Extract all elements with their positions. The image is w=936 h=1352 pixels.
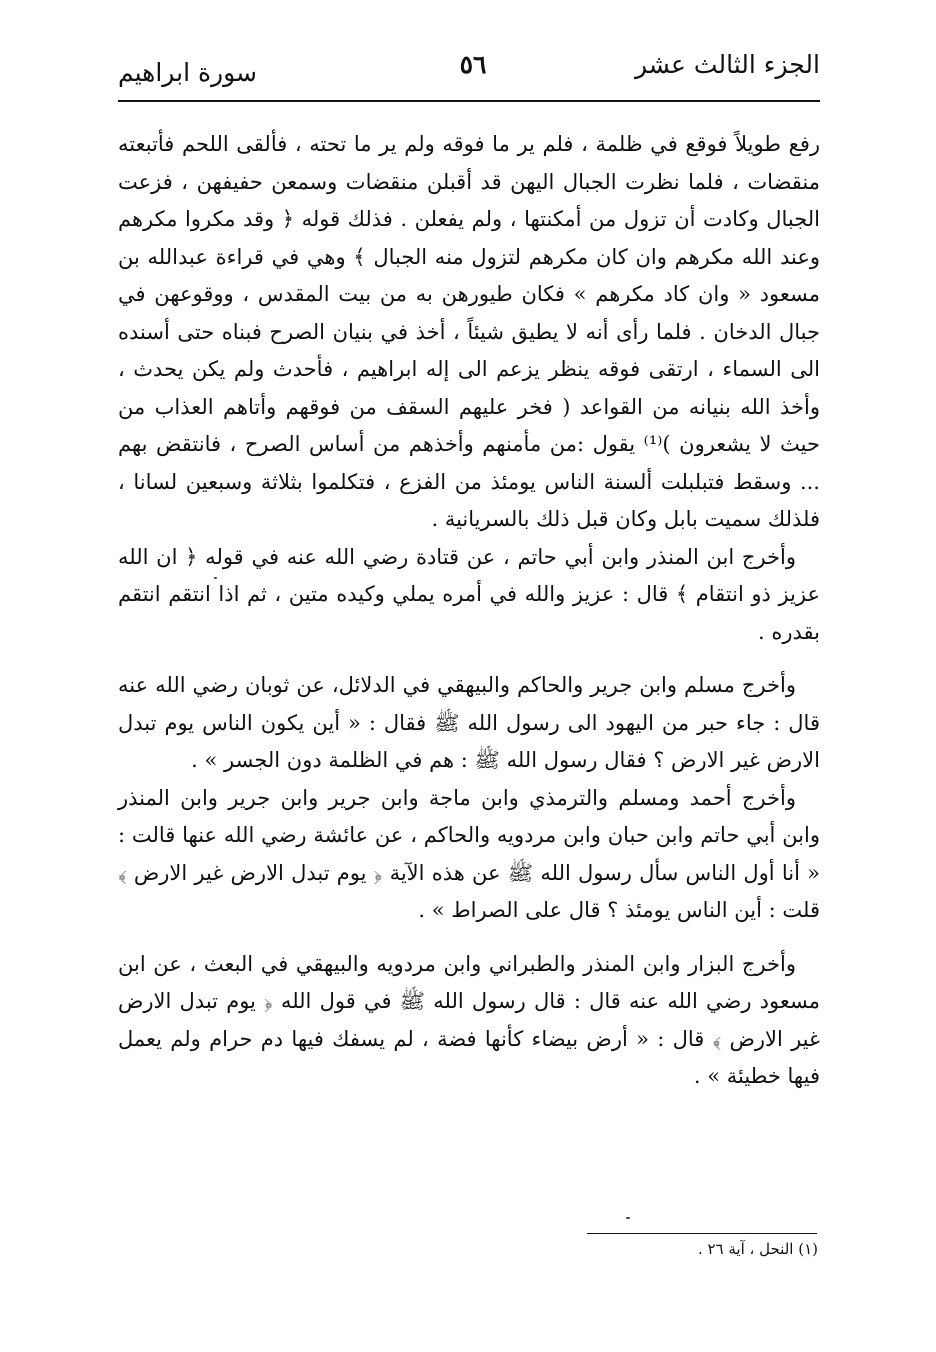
- part-title: الجزء الثالث عشر: [634, 50, 820, 79]
- main-text: [118, 126, 820, 1096]
- page-number: ٥٦: [459, 50, 487, 79]
- page-header: [118, 44, 820, 92]
- surah-title: سورة ابراهيم: [118, 58, 257, 87]
- paragraph: وأخرج مسلم وابن جرير والحاكم والبيهقي في الدلائل، عن ثوبان رضي الله عنه قال : جاء حبر من اليهود الى رسول الله ﷺ فقال : « أين يكون الناس يوم تبدل الارض غير الارض ؟ فقال رسول الله ﷺ : هم في الظلمة دون الجسر » .: [118, 673, 820, 772]
- paragraph: وأخرج البزار وابن المنذر والطبراني وابن مردويه والبيهقي في البعث ، عن ابن مسعود رضي الله عنه قال : قال رسول الله ﷺ في قول الله ﴿ يوم تبدل الارض غير الارض ﴾ قال : « أرض بيضاء كأنها فضة ، لم يسفك فيها دم حرام ولم يعمل فيها خطيئة » .: [118, 951, 820, 1088]
- scan-speck: [626, 1217, 630, 1219]
- footnote-divider: [587, 1233, 817, 1234]
- header-divider: [118, 100, 820, 102]
- footnote: (١) النحل ، آية ٢٦ .: [697, 1240, 818, 1258]
- paragraph: رفع طويلاً فوقع في ظلمة ، فلم ير ما فوقه ولم ير ما تحته ، فألقى اللحم فأتبعته منقضات ، فلما نظرت الجبال اليهن قد أقبلن منقضات وسمعن حفيفهن ، فزعت الجبال وكادت أن تزول من أمكنتها ، ولم يفعلن . فذلك قوله ﴿ وقد مكروا مكرهم وعند الله مكرهم وان كان مكرهم لتزول منه الجبال ﴾ وهي في قراءة عبدالله بن مسعود « وان كاد مكرهم » فكان طيورهن به من بيت المقدس ، ووقوعهن في جبال الدخان . فلما رأى أنه لا يطيق شيئاً ، أخذ في بنيان الصرح فبناه حتى أسنده الى السماء ، ارتقى فوقه ينظر يزعم الى إله ابراهيم ، فأحدث ولم يكن يحدث ، وأخذ الله بنيانه من القواعد ( فخر عليهم السقف من فوقهم وأتاهم العذاب من حيث لا يشعرون )⁽¹⁾ يقول :من مأمنهم وأخذهم من أساس الصرح ، فانتقض بهم ... وسقط فتبلبلت ألسنة الناس يومئذ من الفزع ، فتكلموا بثلاثة وسبعين لسانا ، فلذلك سميت بابل وكان قبل ذلك بالسريانية .: [118, 132, 820, 531]
- paragraph: وأخرج ابن المنذر وابن أبي حاتم ، عن قتادة رضي الله عنه في قوله ﴿ ان الله عزيز ذو انتقام ﴾ قال : عزيز والله في أمره يملي وكيده متين ، ثم اذا انتقم انتقم بقدره .: [118, 544, 820, 644]
- paragraph: وأخرج أحمد ومسلم والترمذي وابن ماجة وابن جرير وابن جرير وابن المنذر وابن أبي حاتم وابن حبان وابن مردويه والحاكم ، عن عائشة رضي الله عنها قالت : « أنا أول الناس سأل رسول الله ﷺ عن هذه الآية ﴿ يوم تبدل الارض غير الارض ﴾ قلت : أين الناس يومئذ ؟ قال على الصراط » .: [118, 785, 820, 922]
- scan-speck: [214, 577, 217, 579]
